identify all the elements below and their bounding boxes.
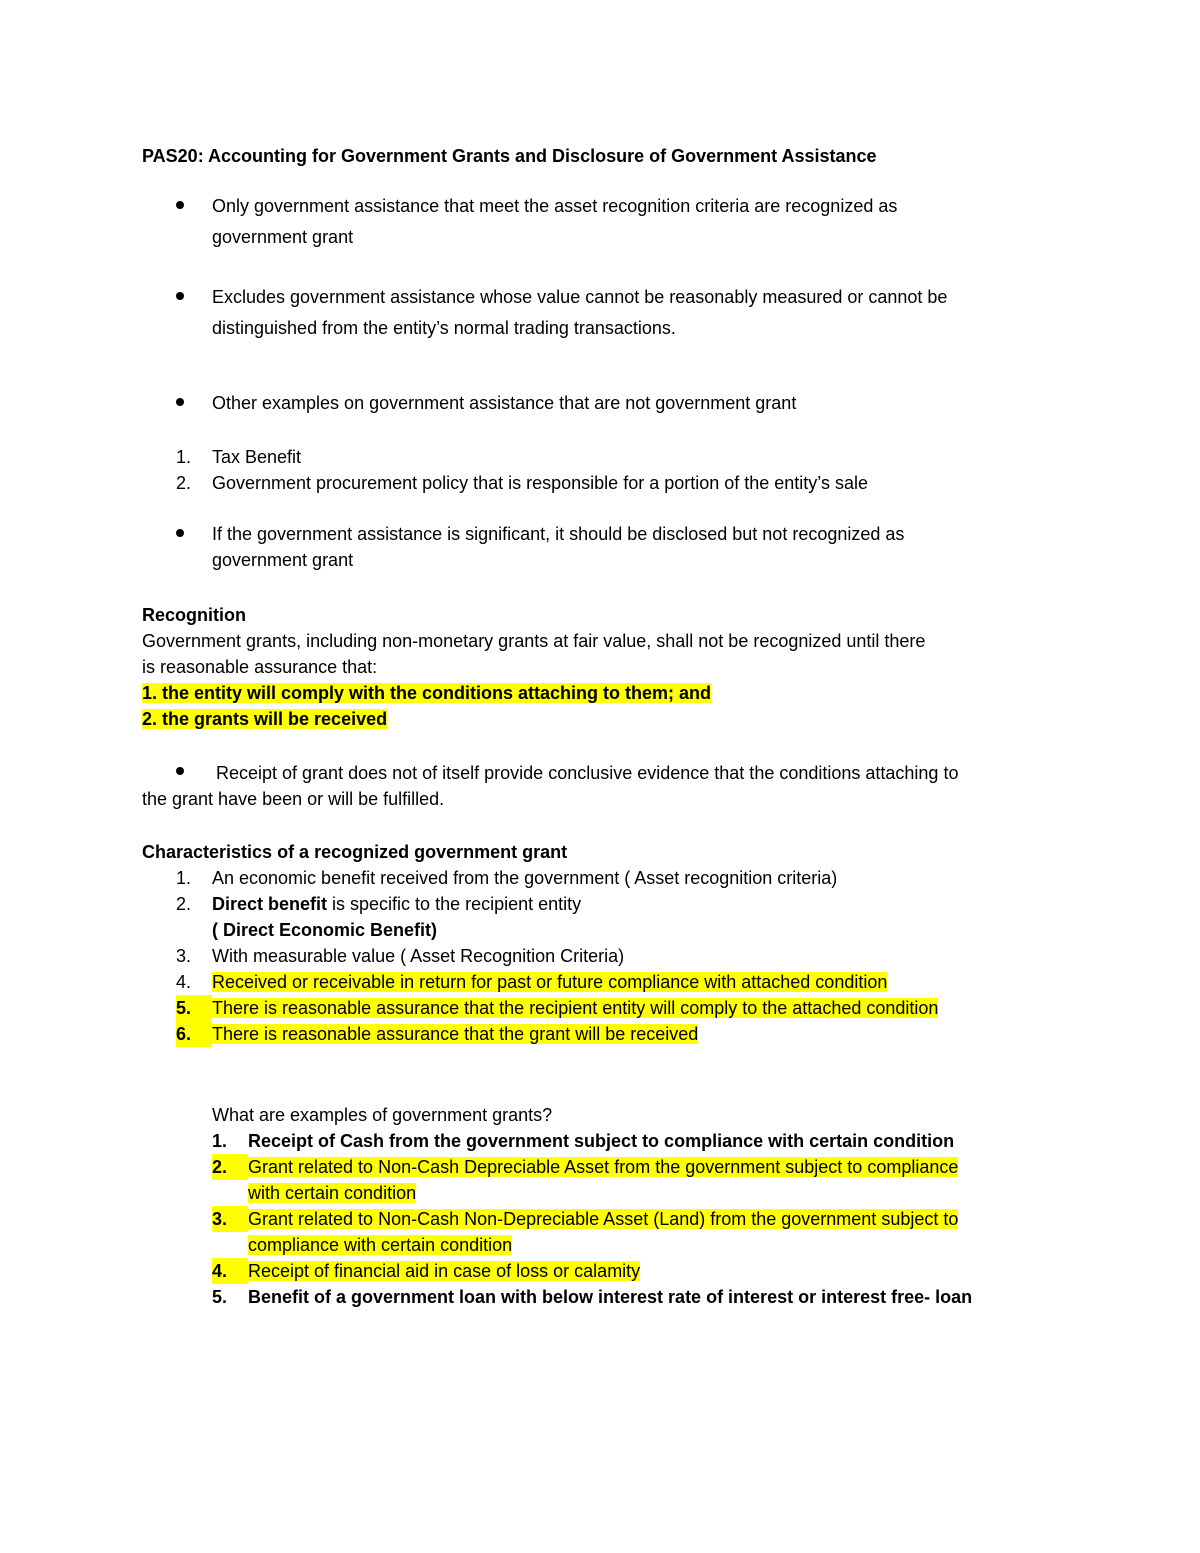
intro-bullet-2: Excludes government assistance whose value cannot be reasonably measured or cannot be distinguished from the entity’s normal trading transactions.	[212, 287, 948, 338]
characteristics-heading: Characteristics of a recognized government grant	[142, 842, 568, 862]
examples-list	[212, 1128, 972, 1310]
recognition-condition-1: 1. the entity will comply with the conditions attaching to them; and	[142, 683, 712, 703]
not-grant-example-1: 1. Tax Benefit	[176, 447, 302, 467]
receipt-bullet-line-2: the grant have been or will be fulfilled.	[142, 789, 445, 809]
intro-bullet-3: Other examples on government assistance that are not government grant	[212, 393, 797, 413]
example-item: 5. Benefit of a government loan with below interest rate of interest or interest free- loan	[212, 1287, 973, 1307]
receipt-bullet-line-1: Receipt of grant does not of itself provide conclusive evidence that the conditions attaching to	[216, 763, 959, 783]
page-title: PAS20: Accounting for Government Grants and Disclosure of Government Assistance	[142, 146, 877, 166]
characteristic-item: 3. With measurable value ( Asset Recognition Criteria)	[176, 946, 625, 966]
characteristics-list	[176, 865, 938, 1047]
bullet-dot	[176, 767, 184, 775]
characteristic-subline: ( Direct Economic Benefit)	[212, 920, 438, 940]
recognition-heading: Recognition	[142, 605, 246, 625]
intro-bullet-1: Only government assistance that meet the asset recognition criteria are recognized as government grant	[212, 196, 898, 247]
example-item-continued: compliance with certain condition	[248, 1235, 513, 1255]
characteristic-item: 2. Direct benefit is specific to the recipient entity	[176, 894, 582, 914]
bullet-dot	[176, 201, 184, 209]
bullet-dot	[176, 292, 184, 300]
significant-bullet: If the government assistance is significant, it should be disclosed but not recognized as government grant	[212, 524, 905, 570]
example-item-continued: with certain condition	[248, 1183, 417, 1203]
example-item: 1. Receipt of Cash from the government subject to compliance with certain condition	[212, 1131, 955, 1151]
not-grant-example-2: 2. Government procurement policy that is responsible for a portion of the entity’s sale	[176, 473, 869, 493]
characteristic-item: 5. There is reasonable assurance that the recipient entity will comply to the attached condition	[176, 995, 938, 1021]
bullet-dot	[176, 398, 184, 406]
characteristic-item: 4. Received or receivable in return for past or future compliance with attached condition	[176, 972, 888, 992]
example-item: 4. Receipt of financial aid in case of loss or calamity	[212, 1258, 972, 1284]
recognition-section	[142, 602, 925, 732]
recognition-condition-2: 2. the grants will be received	[142, 709, 388, 729]
characteristic-item: 6. There is reasonable assurance that the grant will be received	[176, 1021, 938, 1047]
bullet-dot	[176, 529, 184, 537]
example-item: 2. Grant related to Non-Cash Depreciable Asset from the government subject to compliance	[212, 1154, 972, 1180]
example-item: 3. Grant related to Non-Cash Non-Depreciable Asset (Land) from the government subject to	[212, 1206, 972, 1232]
examples-question: What are examples of government grants?	[212, 1105, 553, 1125]
recognition-body-line: is reasonable assurance that:	[142, 657, 378, 677]
characteristic-item: 1. An economic benefit received from the government ( Asset recognition criteria)	[176, 868, 838, 888]
recognition-body-line: Government grants, including non-monetary grants at fair value, shall not be recognized until there	[142, 631, 926, 651]
